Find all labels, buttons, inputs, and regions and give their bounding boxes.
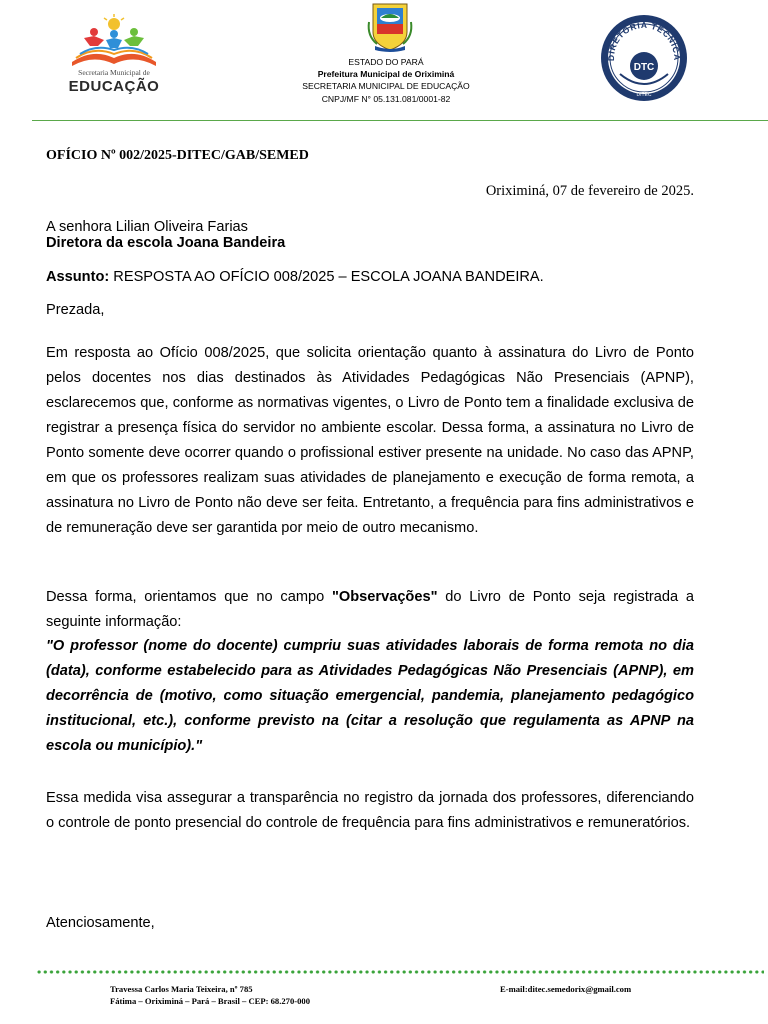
oficio-number: OFÍCIO Nº 002/2025-DITEC/GAB/SEMED [46,148,309,163]
ditec-logo [598,14,690,102]
paragraph2-rest: do Livro de Ponto seja registrada a seguinte informação: [46,589,694,630]
ditec-bottom-text: DITEC [636,92,652,98]
footer-address [110,984,310,1007]
children-book-icon [58,14,170,70]
footer-dotted-separator [36,970,764,974]
body-paragraph-2 [46,585,694,635]
footer-address-line1: Travessa Carlos Maria Teixeira, nº 785 [110,984,253,994]
ditec-arc-text: DIRETORIA TÉCNICA [605,19,683,62]
recipient-name: A senhora Lilian Oliveira Farias [46,219,248,235]
date-line: Oriximiná, 07 de fevereiro de 2025. [485,183,694,199]
recipient-title: Diretora da escola Joana Bandeira [46,235,286,251]
body-paragraph-3: Essa medida visa assegurar a transparência no registro da jornada dos professores, diferenciando o controle de ponto presencial do controle de frequência para fins administrativos e remuneratórios. [46,790,694,831]
logo-caption-small: Secretaria Municipal de [78,68,150,77]
ditec-monogram: DTC [633,62,655,73]
coat-of-arms-icon [365,2,415,52]
closing: Atenciosamente, [46,915,155,931]
greeting: Prezada, [46,302,105,318]
subject-label: Assunto: [46,269,110,285]
logo-caption-big: EDUCAÇÃO [68,78,160,95]
header-prefecture: Prefeitura Municipal de Oriximiná [317,69,455,80]
body-paragraph-1: Em resposta ao Ofício 008/2025, que solicita orientação quanto à assinatura do Livro de Ponto pelos docentes nos dias destinados às Atividades Pedagógicas Não Presenciais (APNP), esclarecemos que, conforme as normativas vigentes, o Livro de Ponto tem a finalidade exclusiva de registrar a presença física do servidor no ambiente escolar. Dessa forma, a assinatura no Livro de Ponto somente deve ocorrer quando o profissional estiver presente na unidade. No caso das APNP, em que os professores realizam suas atividades de planejamento e execução de forma remota, a assinatura no Livro de Ponto não deve ser feita. Entretanto, a frequência para fins administrativos e de remuneração deve ser garantida por meio de outro mecanismo. [46,345,694,536]
paragraph2-intro: Dessa forma, orientamos que no campo [46,589,332,605]
header-separator [32,120,768,121]
header-state: ESTADO DO PARÁ [348,57,424,67]
observacoes-field-name: "Observações" [331,589,438,605]
header-cnpj: CNPJ/MF N° 05.131.081/0001-82 [321,93,451,104]
footer-email: E-mail:ditec.semedorix@gmail.com [500,984,632,994]
header-institution-block [280,56,492,105]
header-secretariat: SECRETARIA MUNICIPAL DE EDUCAÇÃO [302,81,470,92]
subject-text: RESPOSTA AO OFÍCIO 008/2025 – ESCOLA JOANA BANDEIRA. [109,269,544,285]
semed-logo [58,14,170,96]
quoted-register-text: "O professor (nome do docente) cumpriu suas atividades laborais de forma remota no dia (data), conforme estabelecido para as Atividades Pedagógicas Não Presenciais (APNP), em decorrência de (motivo, como situação emergencial, pandemia, planejamento pedagógico institucional, etc.), conforme previsto na (citar a resolução que regulamenta as APNP na escola ou município)." [46,638,694,754]
footer-address-line2: Fátima – Oriximiná – Pará – Brasil – CEP: 68.270-000 [110,995,311,1006]
subject-line [46,269,544,285]
